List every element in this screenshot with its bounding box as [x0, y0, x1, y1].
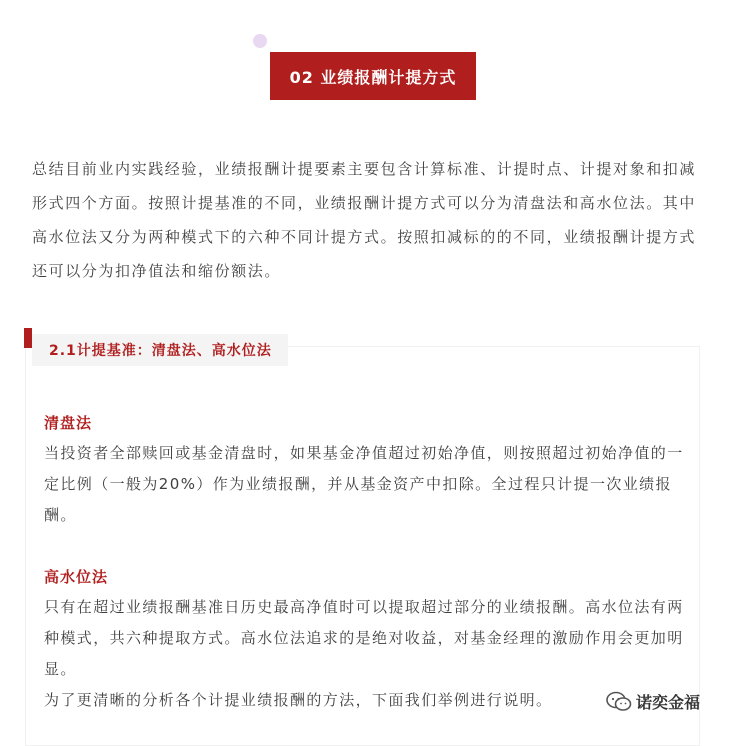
paragraph-gaoshuiwei: 只有在超过业绩报酬基准日历史最高净值时可以提取超过部分的业绩报酬。高水位法有两种模式，共六种提取方式。高水位法追求的是绝对收益，对基金经理的激励作用会更加明显。	[44, 598, 684, 678]
heading-gaoshuiwei: 高水位法	[44, 568, 109, 586]
heading-qingpan: 清盘法	[44, 414, 93, 432]
intro-paragraph: 总结目前业内实践经验，业绩报酬计提要素主要包含计算标准、计提时点、计提对象和扣减形式四个方面。按照计提基准的不同，业绩报酬计提方式可以分为清盘法和高水位法。其中高水位法又分为两种模式下的六种不同计提方式。按照扣减标的的不同，业绩报酬计提方式还可以分为扣净值法和缩份额法。	[32, 160, 697, 280]
paragraph-qingpan: 当投资者全部赎回或基金清盘时，如果基金净值超过初始净值，则按照超过初始净值的一定比例（一般为20%）作为业绩报酬，并从基金资产中扣除。全过程只计提一次业绩报酬。	[44, 444, 684, 524]
section-accent-bar	[24, 328, 32, 348]
decorative-dot	[253, 34, 267, 48]
account-watermark	[606, 690, 700, 713]
section-title-text: 02 业绩报酬计提方式	[289, 67, 457, 87]
watermark-text: 诺奕金福	[636, 693, 701, 712]
paragraph-closing: 为了更清晰的分析各个计提业绩报酬的方法，下面我们举例进行说明。	[44, 691, 553, 709]
section-title-banner	[270, 52, 476, 100]
subsection-title-tab	[32, 334, 288, 366]
subsection-title-text: 2.1计提基准：清盘法、高水位法	[49, 343, 272, 359]
wechat-icon	[606, 691, 632, 713]
